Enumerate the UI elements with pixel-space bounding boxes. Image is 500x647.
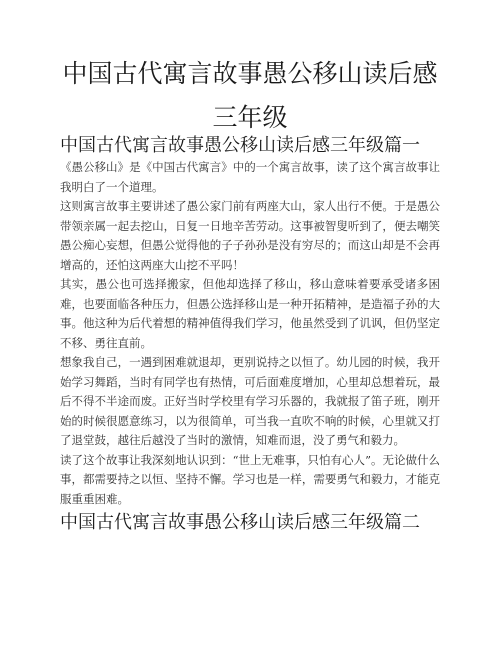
section-heading-1: 中国古代寓言故事愚公移山读后感三年级篇一 — [60, 135, 420, 156]
paragraph: 《愚公移山》是《中国古代寓言》中的一个寓言故事，读了这个寓言故事让我明白了一个道理。 — [60, 160, 440, 194]
paragraph: 想象我自己，一遇到困难就退却，更别说持之以恒了。幼儿园的时候，我开始学习舞蹈，当时有同学也有热情，可后面难度增加，心里却总想着玩，最后不得不半途而废。正好当时学校里有学习乐器的，我就报了笛子班，刚开始的时候很愿意练习，以为很简单，可当我一直吹不响的时候，心里就又打了退堂鼓，越往后越没了当时的激情，知难而退，没了勇气和毅力。 — [60, 355, 440, 447]
paragraph: 这则寓言故事主要讲述了愚公家门前有两座大山，家人出行不便。于是愚公带领亲属一起去挖山，日复一日地辛苦劳动。这事被智叟听到了，便去嘲笑愚公痴心妄想，但愚公觉得他的子子孙孙是没有穷尽的；而这山却是不会再增高的，还怕这两座大山挖不平吗！ — [60, 199, 440, 272]
paragraph: 读了这个故事让我深刻地认识到：“世上无难事，只怕有心人”。无论做什么事，都需要持之以恒、坚持不懈。学习也是一样，需要勇气和毅力，才能克服重重困难。 — [60, 452, 440, 506]
section-body-1 — [60, 158, 440, 509]
document-title: 中国古代寓言故事愚公移山读后感三年级 — [62, 59, 438, 132]
section-heading-2: 中国古代寓言故事愚公移山读后感三年级篇二 — [60, 512, 420, 533]
paragraph: 其实，愚公也可选择搬家，但他却选择了移山，移山意味着要承受诸多困难，也要面临各种压力，但愚公选择移山是一种开拓精神，是造福子孙的大事。他这种为后代着想的精神值得我们学习，他虽然受到了讥讽，但仍坚定不移、勇往直前。 — [60, 277, 440, 350]
